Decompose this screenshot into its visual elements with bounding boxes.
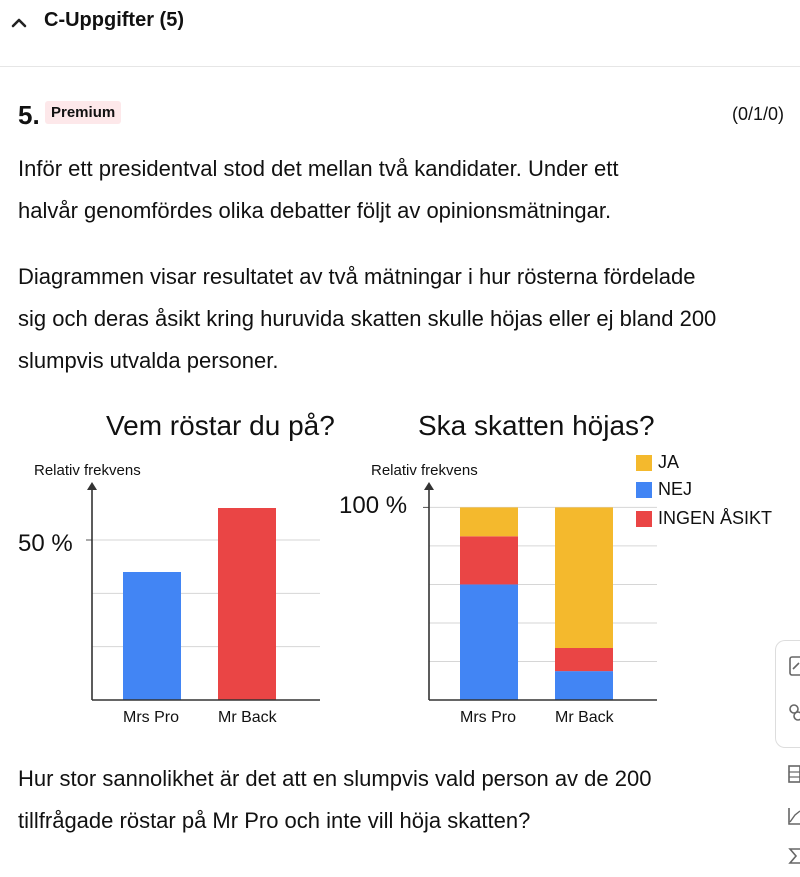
y-tick-label: 50 % xyxy=(18,530,73,557)
bar-segment xyxy=(460,507,518,536)
bar-segment xyxy=(555,507,613,648)
chart-plot xyxy=(417,480,667,710)
category-label: Mr Back xyxy=(555,709,614,726)
category-label: Mr Back xyxy=(218,709,277,726)
graph-icon[interactable] xyxy=(787,806,800,826)
intro-line: halvår genomfördes olika debatter följt av opinionsmätningar. xyxy=(18,198,612,223)
shapes-icon[interactable] xyxy=(788,701,800,723)
sum-icon[interactable] xyxy=(787,846,800,866)
intro-paragraph xyxy=(18,148,788,232)
legend-swatch-ingen-asikt xyxy=(636,511,652,527)
y-axis-arrow xyxy=(87,482,97,490)
bar xyxy=(123,572,181,700)
legend-label: JA xyxy=(658,452,680,472)
question-line: tillfrågade röstar på Mr Pro och inte vill höja skatten? xyxy=(18,808,531,833)
chart-title: Ska skatten höjas? xyxy=(418,410,655,441)
description-line: sig och deras åsikt kring huruvida skatten skulle höjas eller ej bland 200 xyxy=(18,306,717,331)
question-paragraph xyxy=(18,758,788,842)
section-header[interactable] xyxy=(0,0,800,67)
description-paragraph xyxy=(18,256,788,382)
chevron-up-icon[interactable] xyxy=(8,12,30,34)
y-axis-arrow xyxy=(424,482,434,490)
edit-icon[interactable] xyxy=(788,655,800,677)
table-icon[interactable] xyxy=(787,764,800,784)
bar-segment xyxy=(460,536,518,584)
legend-label: INGEN ÅSIKT xyxy=(658,508,773,528)
section-title: C-Uppgifter (5) xyxy=(44,9,184,31)
description-line: Diagrammen visar resultatet av två mätningar i hur rösterna fördelade xyxy=(18,264,696,289)
legend-swatch-nej xyxy=(636,482,652,498)
bar xyxy=(218,508,276,700)
chart-plot xyxy=(80,480,330,710)
bar-segment xyxy=(555,671,613,700)
bar-segment xyxy=(555,648,613,671)
category-label: Mrs Pro xyxy=(460,709,516,726)
bar-segment xyxy=(460,584,518,700)
tools-panel xyxy=(775,640,800,748)
premium-badge: Premium xyxy=(45,101,121,124)
legend-label: NEJ xyxy=(658,479,693,499)
category-label: Mrs Pro xyxy=(123,709,179,726)
y-tick-label: 100 % xyxy=(339,492,408,519)
question-number: 5. xyxy=(18,100,40,130)
intro-line: Inför ett presidentval stod det mellan två kandidater. Under ett xyxy=(18,156,619,181)
chart-title: Vem röstar du på? xyxy=(106,410,335,441)
legend-swatch-ja xyxy=(636,455,652,471)
y-axis-label: Relativ frekvens xyxy=(371,462,478,479)
description-line: slumpvis utvalda personer. xyxy=(18,348,279,373)
question-points: (0/1/0) xyxy=(731,104,784,124)
question-line: Hur stor sannolikhet är det att en slumpvis vald person av de 200 xyxy=(18,766,652,791)
y-axis-label: Relativ frekvens xyxy=(34,462,141,479)
